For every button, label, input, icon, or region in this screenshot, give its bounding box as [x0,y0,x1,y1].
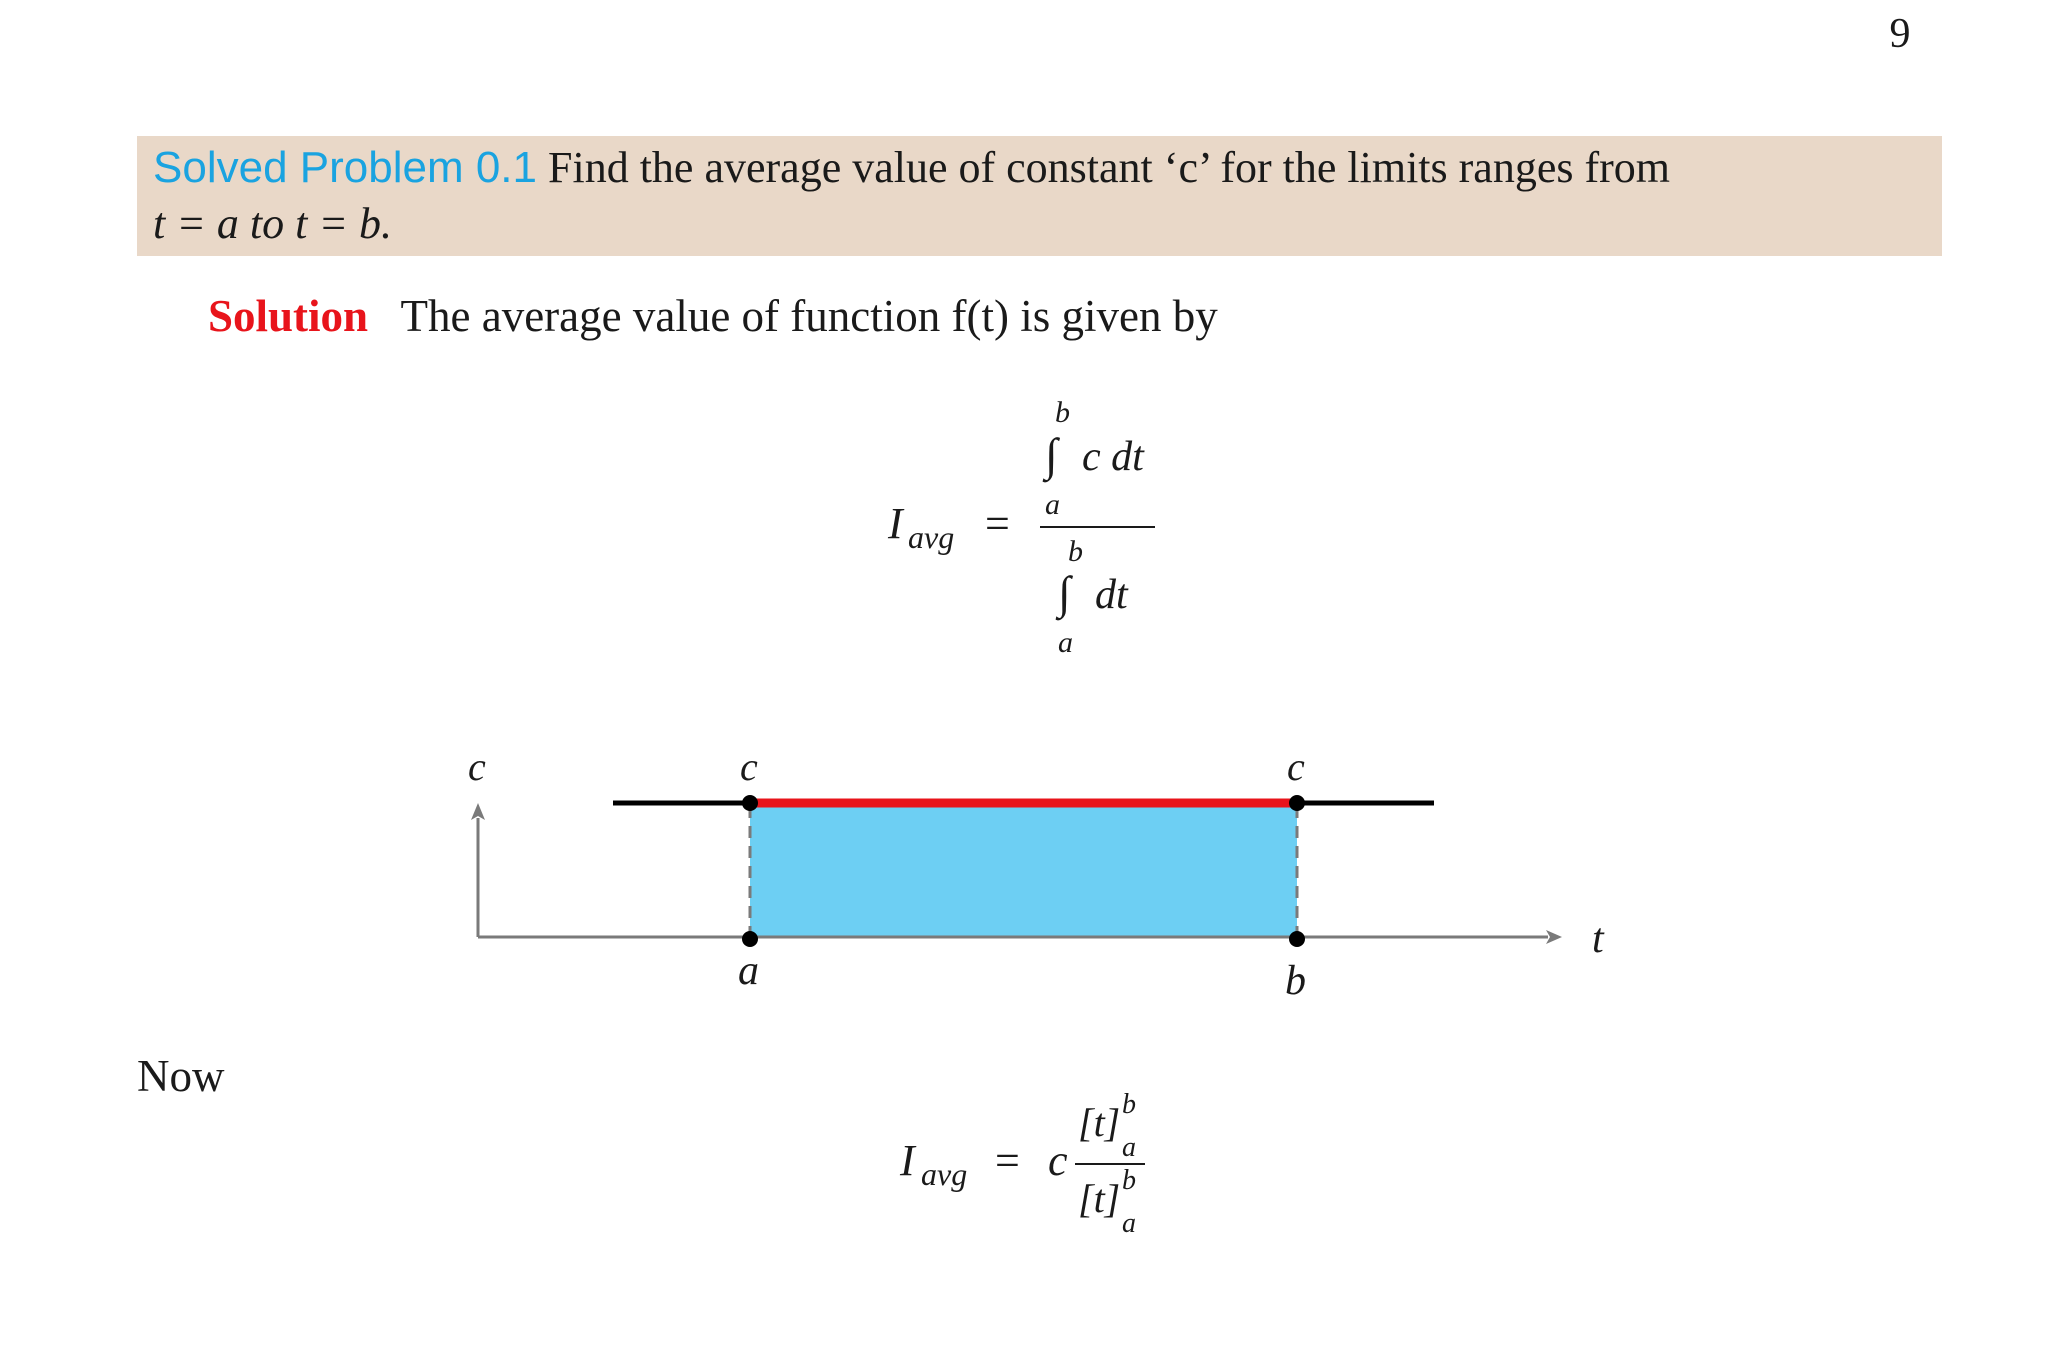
eq1-equals: = [985,499,1010,548]
eq2-num-bracket: [t] [1078,1100,1121,1145]
eq1-num-integral-sign: ∫ [1045,429,1058,480]
solution-text: The average value of function f(t) is given by [400,291,1218,341]
eq1-num-integrand: c dt [1082,434,1144,480]
point-b-axis [1289,931,1305,947]
shaded-area [750,806,1297,937]
page-number: 9 [1889,11,1911,57]
right-top-label: c [1287,744,1305,789]
x-axis-arrowhead [1546,930,1562,944]
problem-title: Solved Problem 0.1 [153,143,537,192]
y-axis-arrowhead [471,803,485,820]
eq1-lhs: I [888,499,903,548]
problem-statement-continuation: t = a to t = b. [153,199,393,248]
y-axis-label: c [468,744,486,789]
eq1-num-upper-limit: b [1055,396,1070,429]
left-bottom-label: a [738,948,759,994]
eq2-num-lower: a [1122,1132,1136,1163]
eq2-coefficient: c [1048,1136,1068,1185]
point-a-c [742,795,758,811]
eq2-den-bracket: [t] [1078,1176,1121,1221]
eq1-lhs-subscript: avg [908,519,955,555]
eq2-lhs: I [900,1136,915,1185]
left-top-label: c [740,744,758,789]
eq1-den-integrand: dt [1095,572,1128,618]
eq2-den-lower: a [1122,1208,1136,1239]
eq1-den-integral-sign: ∫ [1058,567,1071,618]
eq2-num-upper: b [1122,1089,1136,1120]
solution-label: Solution [208,291,369,341]
eq2-lhs-subscript: avg [921,1156,968,1192]
equation-average-integral [887,396,1155,659]
eq1-den-upper-limit: b [1068,535,1083,568]
x-axis-label: t [1592,916,1604,962]
eq1-den-lower-limit: a [1058,626,1073,659]
point-a-axis [742,931,758,947]
now-text: Now [137,1051,225,1101]
eq1-num-lower-limit: a [1045,488,1060,521]
eq2-den-upper: b [1122,1165,1136,1196]
rectangle-area-figure [468,744,1605,1004]
equation-average-evaluated [899,1089,1145,1239]
right-bottom-label: b [1285,958,1306,1004]
problem-statement: Find the average value of constant ‘c’ for the limits ranges from [548,143,1671,192]
eq2-equals: = [995,1136,1020,1185]
point-b-c [1289,795,1305,811]
